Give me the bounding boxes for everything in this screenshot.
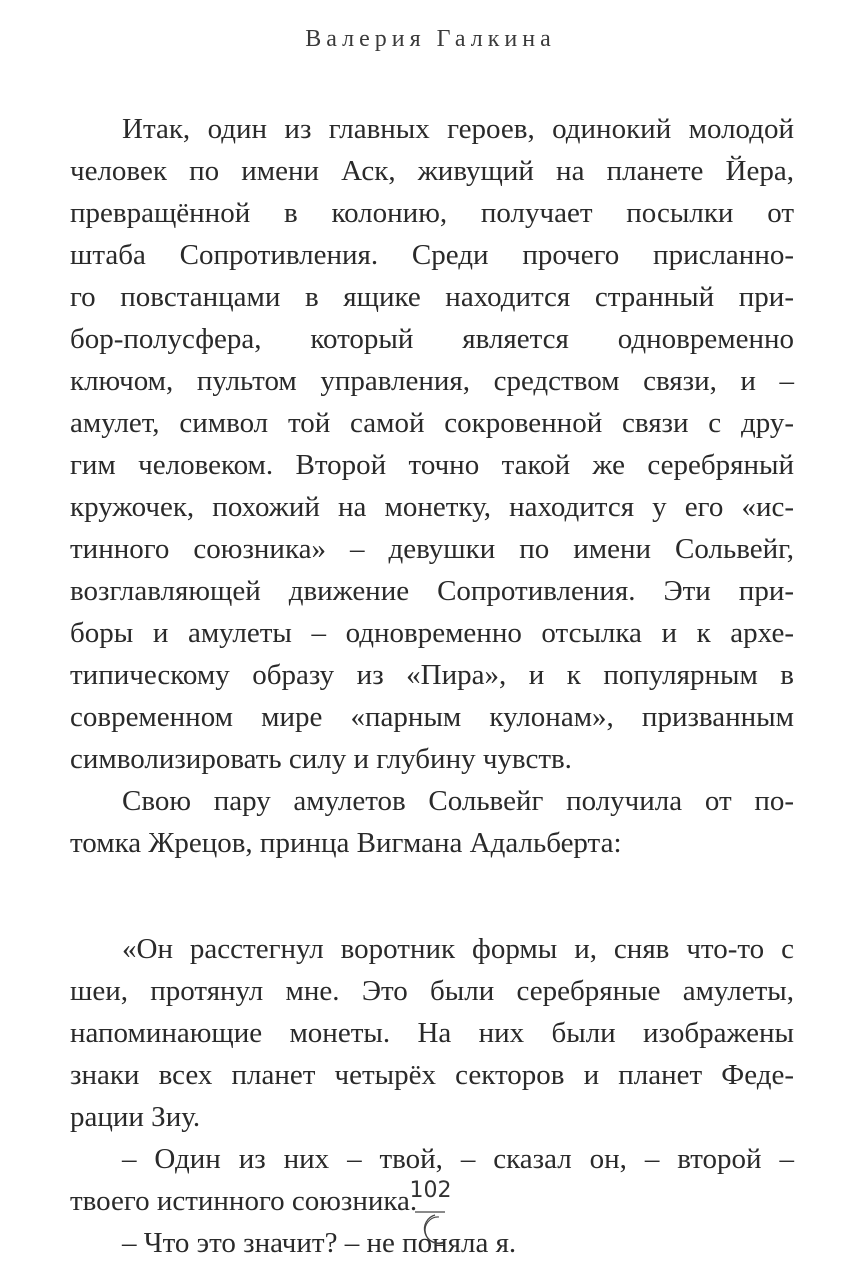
paragraph-gap bbox=[70, 864, 794, 928]
text-line: Итак, один из главных героев, одинокий молодой bbox=[122, 113, 794, 145]
text-line: кружочек, похожий на монетку, находится у его «ис- bbox=[70, 491, 794, 523]
text-line: бор-полусфера, который является одновременно bbox=[70, 323, 794, 355]
page-number: 102 bbox=[409, 1178, 452, 1203]
text-line: «Он расстегнул воротник формы и, сняв что-то с bbox=[122, 933, 794, 965]
text-line: превращённой в колонию, получает посылки от bbox=[70, 197, 794, 229]
text-line: человек по имени Аск, живущий на планете Йера, bbox=[70, 155, 794, 187]
text-line: го повстанцами в ящике находится странный при- bbox=[70, 281, 794, 313]
text-line: ключом, пультом управления, средством связи, и – bbox=[70, 365, 794, 397]
text-line: твоего истинного союзника. bbox=[70, 1185, 418, 1217]
text-line: символизировать силу и глубину чувств. bbox=[70, 743, 572, 775]
text-line: рации Зиу. bbox=[70, 1101, 201, 1133]
text-line: Свою пару амулетов Сольвейг получила от по- bbox=[122, 785, 794, 817]
text-line: томка Жрецов, принца Вигмана Адальберта: bbox=[70, 827, 622, 859]
text-line: – Что это значит? – не поняла я. bbox=[122, 1227, 517, 1259]
text-line: знаки всех планет четырёх секторов и планет Феде- bbox=[70, 1059, 794, 1091]
text-line: амулет, символ той самой сокровенной связи с дру- bbox=[70, 407, 794, 439]
text-line: гим человеком. Второй точно такой же серебряный bbox=[70, 449, 794, 481]
running-head-author: Валерия Галкина bbox=[305, 26, 556, 52]
paragraph-2 bbox=[70, 780, 794, 864]
quote-paragraph bbox=[70, 928, 794, 1138]
paragraph-1 bbox=[70, 108, 794, 780]
text-line: – Один из них – твой, – сказал он, – второй – bbox=[122, 1143, 794, 1175]
text-line: шеи, протянул мне. Это были серебряные амулеты, bbox=[70, 975, 794, 1007]
text-line: напоминающие монеты. На них были изображены bbox=[70, 1017, 794, 1049]
text-line: боры и амулеты – одновременно отсылка и к архе- bbox=[70, 617, 794, 649]
body-text bbox=[70, 108, 794, 1264]
text-line: возглавляющей движение Сопротивления. Эти при- bbox=[70, 575, 794, 607]
crescent-moon-icon bbox=[413, 1210, 447, 1246]
text-line: современном мире «парным кулонам», призванным bbox=[70, 701, 794, 733]
text-line: штаба Сопротивления. Среди прочего присланно- bbox=[70, 239, 794, 271]
text-line: тинного союзника» – девушки по имени Сольвейг, bbox=[70, 533, 794, 565]
text-line: типическому образу из «Пира», и к популярным в bbox=[70, 659, 794, 691]
